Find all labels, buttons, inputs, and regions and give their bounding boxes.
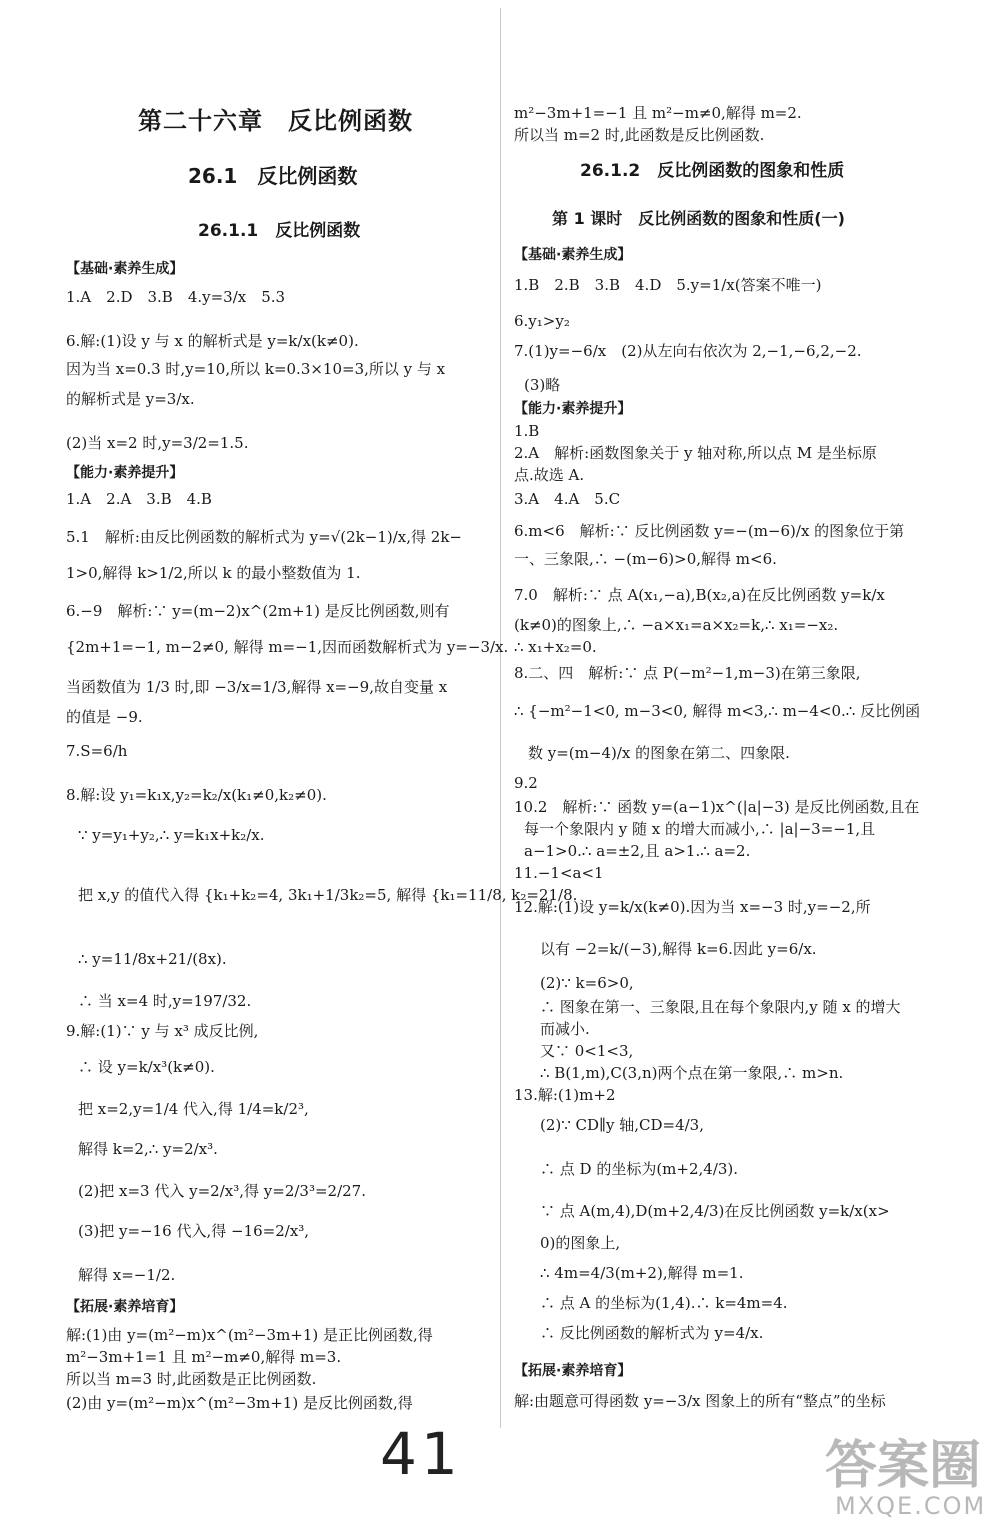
answer-line: 解:由题意可得函数 y=−3/x 图象上的所有“整点”的坐标: [514, 1392, 886, 1410]
answer-line: 1.A 2.A 3.B 4.B: [66, 490, 212, 508]
answer-line: ∴ y=11/8x+21/(8x).: [78, 950, 227, 968]
answer-line: 5.1 解析:由反比例函数的解析式为 y=√(2k−1)/x,得 2k−: [66, 528, 462, 546]
answer-line: 一、三象限,∴ −(m−6)>0,解得 m<6.: [514, 550, 777, 568]
answer-line: 9.2: [514, 774, 538, 792]
answer-line: 所以当 m=3 时,此函数是正比例函数.: [66, 1370, 317, 1388]
subsection-title: 26.1.2 反比例函数的图象和性质: [580, 161, 845, 181]
answer-line: ∴ {−m²−1<0, m−3<0, 解得 m<3,∴ m−4<0.∴ 反比例函: [514, 702, 921, 720]
answer-line: a−1>0.∴ a=±2,且 a>1.∴ a=2.: [524, 842, 751, 860]
answer-line: 7.S=6/h: [66, 742, 128, 760]
answer-line: ∴ 设 y=k/x³(k≠0).: [78, 1058, 215, 1076]
answer-line: 1.A 2.D 3.B 4.y=3/x 5.3: [66, 288, 286, 306]
watermark: [825, 1436, 987, 1520]
answer-line: 所以当 m=2 时,此函数是反比例函数.: [514, 126, 765, 144]
answer-line: 1>0,解得 k>1/2,所以 k 的最小整数值为 1.: [66, 564, 361, 582]
answer-line: 8.解:设 y₁=k₁x,y₂=k₂/x(k₁≠0,k₂≠0).: [66, 786, 327, 804]
answer-line: 又∵ 0<1<3,: [540, 1042, 634, 1060]
answer-line: (2)∵ k=6>0,: [540, 974, 634, 992]
answer-line: 点.故选 A.: [514, 466, 585, 484]
answer-line: 的解析式是 y=3/x.: [66, 390, 195, 408]
section-ability-label: 【能力·素养提升】: [514, 401, 632, 417]
answer-line: 的值是 −9.: [66, 708, 143, 726]
answer-line: 1.B 2.B 3.B 4.D 5.y=1/x(答案不唯一): [514, 276, 822, 294]
answer-line: (2)把 x=3 代入 y=2/x³,得 y=2/3³=2/27.: [78, 1182, 366, 1200]
answer-line: 每一个象限内 y 随 x 的增大而减小,∴ |a|−3=−1,且: [524, 820, 876, 838]
answer-line: 把 x,y 的值代入得 {k₁+k₂=4, 3k₁+1/3k₂=5, 解得 {k₁=11/8, k₂=21/8.: [78, 886, 578, 904]
answer-line: (k≠0)的图象上,∴ −a×x₁=a×x₂=k,∴ x₁=−x₂.: [514, 616, 839, 634]
answer-line: 解:(1)由 y=(m²−m)x^(m²−3m+1) 是正比例函数,得: [66, 1326, 433, 1344]
answer-line: 以有 −2=k/(−3),解得 k=6.因此 y=6/x.: [540, 940, 817, 958]
answer-line: 数 y=(m−4)/x 的图象在第二、四象限.: [528, 744, 790, 762]
answer-line: 6.−9 解析:∵ y=(m−2)x^(2m+1) 是反比例函数,则有: [66, 602, 450, 620]
answer-line: 1.B: [514, 422, 540, 440]
answer-line: (3)把 y=−16 代入,得 −16=2/x³,: [78, 1222, 310, 1240]
answer-line: 解得 x=−1/2.: [78, 1266, 176, 1284]
answer-line: 6.y₁>y₂: [514, 312, 570, 330]
answer-line: 因为当 x=0.3 时,y=10,所以 k=0.3×10=3,所以 y 与 x: [66, 360, 446, 378]
watermark-site: MXQE.COM: [835, 1492, 987, 1520]
section-ability-label: 【能力·素养提升】: [66, 465, 184, 481]
subsection-title: 26.1.1 反比例函数: [198, 221, 361, 241]
chapter-title: 第二十六章 反比例函数: [138, 107, 413, 135]
answer-line: 12.解:(1)设 y=k/x(k≠0).因为当 x=−3 时,y=−2,所: [514, 898, 871, 916]
answer-line: 0)的图象上,: [540, 1234, 621, 1252]
answer-line: 7.(1)y=−6/x (2)从左向右依次为 2,−1,−6,2,−2.: [514, 342, 862, 360]
section-basic-label: 【基础·素养生成】: [514, 247, 632, 263]
watermark-logo-text: 答案圈: [825, 1436, 982, 1496]
answer-line: 7.0 解析:∵ 点 A(x₁,−a),B(x₂,a)在反比例函数 y=k/x: [514, 586, 885, 604]
answer-line: 把 x=2,y=1/4 代入,得 1/4=k/2³,: [78, 1100, 309, 1118]
answer-line: 当函数值为 1/3 时,即 −3/x=1/3,解得 x=−9,故自变量 x: [66, 678, 448, 696]
answer-line: ∴ B(1,m),C(3,n)两个点在第一象限,∴ m>n.: [540, 1064, 844, 1082]
answer-line: 3.A 4.A 5.C: [514, 490, 621, 508]
answer-line: 13.解:(1)m+2: [514, 1086, 616, 1104]
page-number: 41: [380, 1420, 462, 1488]
answer-line: (2)由 y=(m²−m)x^(m²−3m+1) 是反比例函数,得: [66, 1394, 413, 1412]
answer-line: 8.二、四 解析:∵ 点 P(−m²−1,m−3)在第三象限,: [514, 664, 861, 682]
answer-line: 6.m<6 解析:∵ 反比例函数 y=−(m−6)/x 的图象位于第: [514, 522, 905, 540]
answer-line: (3)略: [524, 376, 561, 394]
answer-line: 9.解:(1)∵ y 与 x³ 成反比例,: [66, 1022, 259, 1040]
answer-line: m²−3m+1=1 且 m²−m≠0,解得 m=3.: [66, 1348, 342, 1366]
answer-line: 11.−1<a<1: [514, 864, 604, 882]
answer-line: 解得 k=2,∴ y=2/x³.: [78, 1140, 218, 1158]
section-extension-label: 【拓展·素养培育】: [66, 1299, 184, 1315]
answer-line: ∴ x₁+x₂=0.: [514, 638, 597, 656]
answer-line: 2.A 解析:函数图象关于 y 轴对称,所以点 M 是坐标原: [514, 444, 877, 462]
answer-line: 6.解:(1)设 y 与 x 的解析式是 y=k/x(k≠0).: [66, 332, 359, 350]
answer-line: ∴ 点 D 的坐标为(m+2,4/3).: [540, 1160, 739, 1178]
answer-line: m²−3m+1=−1 且 m²−m≠0,解得 m=2.: [514, 104, 802, 122]
answer-line: {2m+1=−1, m−2≠0, 解得 m=−1,因而函数解析式为 y=−3/x.: [66, 638, 509, 656]
answer-line: ∵ y=y₁+y₂,∴ y=k₁x+k₂/x.: [78, 826, 265, 844]
answer-line: 10.2 解析:∵ 函数 y=(a−1)x^(|a|−3) 是反比例函数,且在: [514, 798, 920, 816]
lesson-title: 第 1 课时 反比例函数的图象和性质(一): [552, 209, 845, 228]
section-extension-label: 【拓展·素养培育】: [514, 1363, 632, 1379]
answer-line: 而减小.: [540, 1020, 590, 1038]
answer-line: ∴ 当 x=4 时,y=197/32.: [78, 992, 252, 1010]
answer-line: ∴ 图象在第一、三象限,且在每个象限内,y 随 x 的增大: [540, 998, 901, 1016]
answer-line: ∴ 点 A 的坐标为(1,4).∴ k=4m=4.: [540, 1294, 788, 1312]
answer-line: ∴ 反比例函数的解析式为 y=4/x.: [540, 1324, 764, 1342]
section-title: 26.1 反比例函数: [188, 164, 358, 188]
answer-line: (2)当 x=2 时,y=3/2=1.5.: [66, 434, 249, 452]
column-divider: [500, 8, 501, 1428]
answer-line: (2)∵ CD∥y 轴,CD=4/3,: [540, 1116, 704, 1134]
section-basic-label: 【基础·素养生成】: [66, 261, 184, 277]
answer-line: ∵ 点 A(m,4),D(m+2,4/3)在反比例函数 y=k/x(x>: [540, 1202, 890, 1220]
answer-line: ∴ 4m=4/3(m+2),解得 m=1.: [540, 1264, 744, 1282]
